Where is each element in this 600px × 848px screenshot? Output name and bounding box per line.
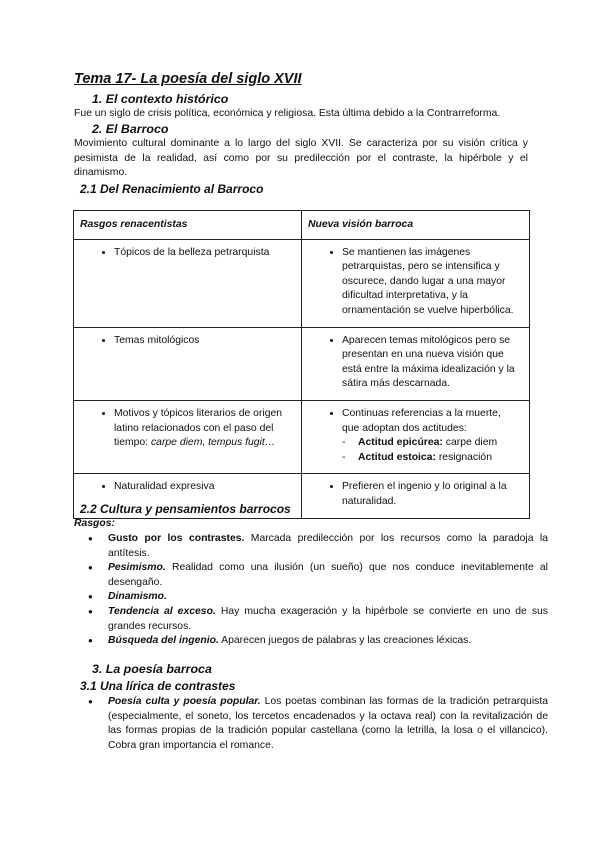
item-term: Dinamismo. [108,591,167,602]
list-item [114,407,291,451]
table-header-row [74,211,530,240]
item-text: Aparecen juegos de palabras y las creaciones léxicas. [218,635,472,646]
dash-item-estoica [342,451,519,466]
list-item [108,605,548,634]
item-term: Poesía culta y poesía popular. [108,696,261,707]
dash-item-text: carpe diem [442,437,498,449]
comparison-table [73,210,530,519]
heading-contexto: 1. El contexto histórico [92,92,229,106]
cell-text: Motivos y tópicos literarios de origen latino relacionados con el paso del tiempo: [114,407,283,449]
table-cell [302,239,530,327]
dash-item-epicurea [342,436,519,451]
item-term: Tendencia al exceso. [108,606,216,617]
table-cell [74,327,302,400]
cell-italic-text: carpe diem, tempus fugit… [150,437,276,449]
item-text: Hay mucha exageración y la hipérbole se convierte en uno de sus grandes recursos. [108,606,548,632]
list-item [108,532,548,561]
paragraph-contexto: Fue un siglo de crisis política, económica y religiosa. Esta última debido a la Contrarreforma. [74,108,501,119]
table-cell [302,474,530,518]
list-item [108,634,548,649]
paragraph-barroco: Movimiento cultural dominante a lo largo del siglo XVII. Se caracteriza por su visión crítica y pesimista de la realidad, así como por su predilección por el contraste, la hipérbole y el dinamismo. [74,138,528,179]
list-item: • Tópicos de la belleza petrarquista [114,246,291,261]
table-cell [74,239,302,327]
list-item: • Continuas referencias a la muerte, que adoptan dos actitudes: [342,407,519,436]
heading-poesia-barroca: 3. La poesía barroca [92,662,212,676]
list-item: • Aparecen temas mitológicos pero se presentan en una nueva visión que está entre la máxima idealización y la sátira más descarnada. [342,334,519,392]
item-term: Pesimismo. [108,562,166,573]
list-item [108,695,548,753]
list-item: • Prefieren el ingenio y lo original a la naturalidad. [342,480,519,509]
heading-renacimiento-barroco: 2.1 Del Renacimiento al Barroco [80,182,264,196]
page-title: Tema 17- La poesía del siglo XVII [74,71,302,87]
table-cell [302,327,530,400]
item-text: Los poetas combinan las formas de la tradición petrarquista (especialmente, el soneto, los tercetos encadenados y la octava real) con la revitalización de las formas propias de la tradición popular castellana (como la letrilla, la losa o el villancico). Cobra gran importancia el romance. [108,696,548,751]
column-header-barroca: Nueva visión barroca [302,211,530,240]
dash-item-label: Actitud epicúrea: [358,437,443,449]
table-cell [302,400,530,473]
item-text: Marcada predilección por los recursos como la paradoja la antítesis. [108,533,548,559]
item-term: Búsqueda del ingenio. [108,635,219,646]
list-item: • Se mantienen las imágenes petrarquistas, pero se intensifica y oscurece, dando lugar a una mayor dificultad interpretativa, y la ornamentación se vuelve hiperbólica. [342,246,519,319]
list-item: • Temas mitológicos [114,334,291,349]
column-header-renacentistas: Rasgos renacentistas [74,211,302,240]
list-item [108,561,548,590]
table-row [74,327,530,400]
table-row [74,239,530,327]
heading-lirica-contrastes: 3.1 Una lírica de contrastes [80,679,236,693]
table-row [74,400,530,473]
list-item [108,590,548,605]
dash-item-text: resignación [435,451,492,463]
list-item: • Naturalidad expresiva [114,480,291,495]
item-text: Realidad como una ilusión (un sueño) que nos conduce inevitablemente al desengaño. [108,562,548,588]
heading-barroco: 2. El Barroco [92,122,169,136]
item-term: Gusto por los contrastes. [108,533,245,544]
heading-cultura-pensamientos: 2.2 Cultura y pensamientos barrocos [80,502,291,516]
rasgos-label: Rasgos: [74,518,115,529]
dash-item-label: Actitud estoica: [358,451,436,463]
table-cell [74,400,302,473]
